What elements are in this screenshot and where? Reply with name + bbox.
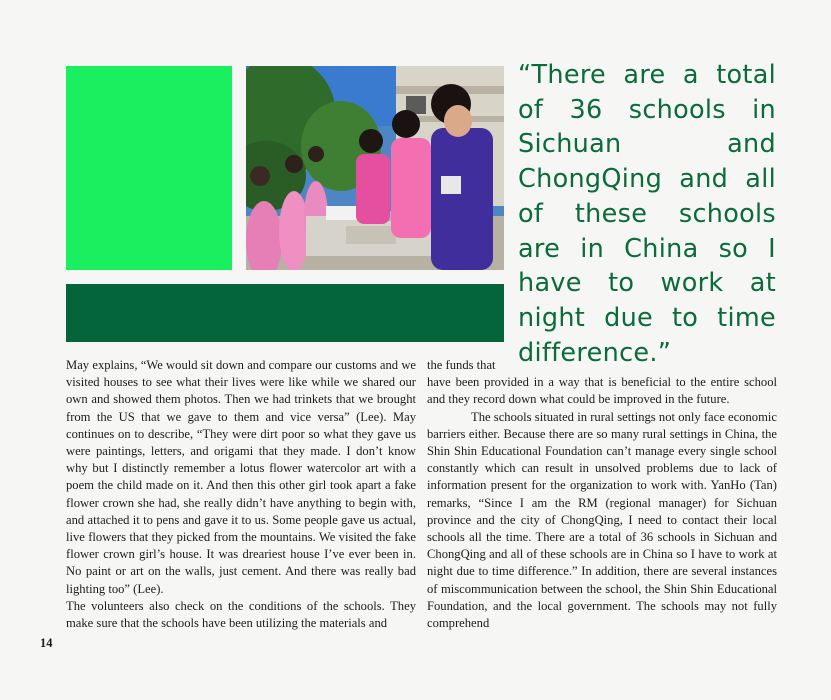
right-paragraph-2: The schools situated in rural settings not only face economic barriers either. Because there are so many rural settings in China, the Shin Shin Educational Foundation can’t manage every single school constantly which can result in unsolved problems due to lack of information present for the organization to work with. YanHo (Tan) remarks, “Since I am the RM (regional manager) for Sichuan province and the city of ChongQing, I need to contact their local schools all the time. There are a total of 36 schools in Sichuan and ChongQing and all of these schools are in China so I have to work at night due to time difference.” In addition, there are several instances of miscommunication between the school, the Shin Shin Educational Foundation, and the local government. The schools may not fully comprehend	[427, 409, 777, 631]
left-paragraph-2: The volunteers also check on the conditions of the schools. They make sure that the schools have been utilizing the materials and	[66, 598, 416, 631]
page-number: 14	[40, 636, 53, 650]
right-text-column	[427, 357, 777, 632]
right-paragraph-1: have been provided in a way that is beneficial to the entire school and they record down what could be improved in the future.	[427, 375, 777, 407]
pull-quote: “There are a total of 36 schools in Sichuan and ChongQing and all of these schools are in China so I have to work at night due to time difference.”	[518, 60, 776, 368]
left-text-column	[66, 357, 416, 632]
right-paragraph-1-start: the funds that	[427, 358, 496, 372]
photo-illustration	[246, 66, 504, 270]
volunteers-photo	[246, 66, 504, 270]
green-decorative-block	[66, 66, 232, 270]
dark-green-banner	[66, 284, 504, 342]
left-paragraph-1: May explains, “We would sit down and compare our customs and we visited houses to see what their lives were like while we shared our own and showed them photos. Then we had trinkets that we brought from the US that we gave to them and vice versa” (Lee). May continues on to describe, “They were dirt poor so what they gave us were paintings, letters, and origami that they made. I don’t know why but I distinctly remember a lotus flower watercolor art with a poem the child made on it. And then this other girl took apart a fake flower crown she had, she really didn’t have anything to begin with, and attached it to pens and gave it to us. Some people gave us actual, live flowers that they picked from the mountains. We visited the fake flower crown girl’s house. It was dreariest house I’ve ever been in. No paint or art on the walls, just cement. And there was really bad lighting too” (Lee).	[66, 358, 416, 596]
